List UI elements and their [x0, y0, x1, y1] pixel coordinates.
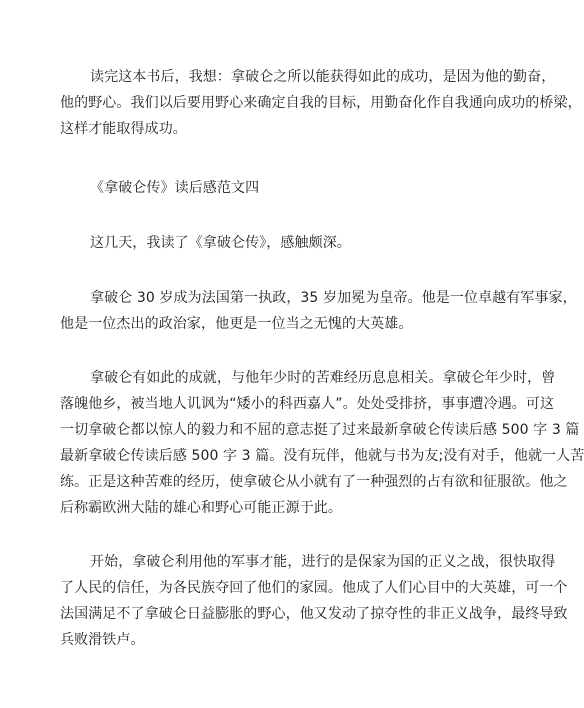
paragraph-achievements — [60, 285, 577, 337]
text-line: 落魄他乡，被当地人讥讽为“矮小的科西嘉人”。处处受排挤，事事遭冷遇。可这 — [60, 396, 555, 412]
text-line: 开始，拿破仑利用他的军事才能，进行的是保家为国的正义之战，很快取得 — [90, 554, 556, 570]
text-line: 最新拿破仑传读后感 500 字 3 篇。没有玩伴，他就与书为友;没有对手，他就一人苦 — [60, 448, 584, 464]
paragraph-conclusion — [60, 64, 582, 142]
paragraph-intro — [60, 230, 444, 256]
text-line: 法国满足不了拿破仑日益膨胀的野心，他又发动了掠夺性的非正义战争，最终导致 — [60, 606, 568, 622]
text-line: 读完这本书后，我想：拿破仑之所以能获得如此的成功，是因为他的勤奋， — [90, 69, 556, 85]
text-line: 拿破仑有如此的成就，与他年少时的苦难经历息息相关。拿破仑年少时，曾 — [90, 370, 556, 386]
section-title — [60, 175, 444, 201]
text-line: 这样才能取得成功。 — [60, 121, 187, 137]
paragraph-wars — [60, 549, 568, 653]
text-line: 了人民的信任，为各民族夺回了他们的家园。他成了人们心目中的大英雄，可一个 — [60, 580, 568, 596]
text-line: 拿破仑 30 岁成为法国第一执政，35 岁加冕为皇帝。他是一位卓越有军事家， — [90, 290, 577, 306]
text-line: 兵败滑铁卢。 — [60, 632, 145, 648]
text-line: 他是一位杰出的政治家，他更是一位当之无愧的大英雄。 — [60, 316, 413, 332]
paragraph-youth — [60, 365, 584, 521]
text-line: 练。正是这种苦难的经历，使拿破仑从小就有了一种强烈的占有欲和征服欲。他之 — [60, 474, 568, 490]
text-line: 后称霸欧洲大陆的雄心和野心可能正源于此。 — [60, 500, 342, 516]
title-line: 《拿破仑传》读后感范文四 — [90, 180, 260, 196]
text-line: 这几天，我读了《拿破仑传》，感触颇深。 — [90, 235, 351, 251]
text-line: 他的野心。我们以后要用野心来确定自我的目标，用勤奋化作自我通向成功的桥梁， — [60, 95, 582, 111]
text-line: 一切拿破仑都以惊人的毅力和不屈的意志挺了过来最新拿破仑传读后感 500 字 3 篇 — [60, 422, 580, 438]
